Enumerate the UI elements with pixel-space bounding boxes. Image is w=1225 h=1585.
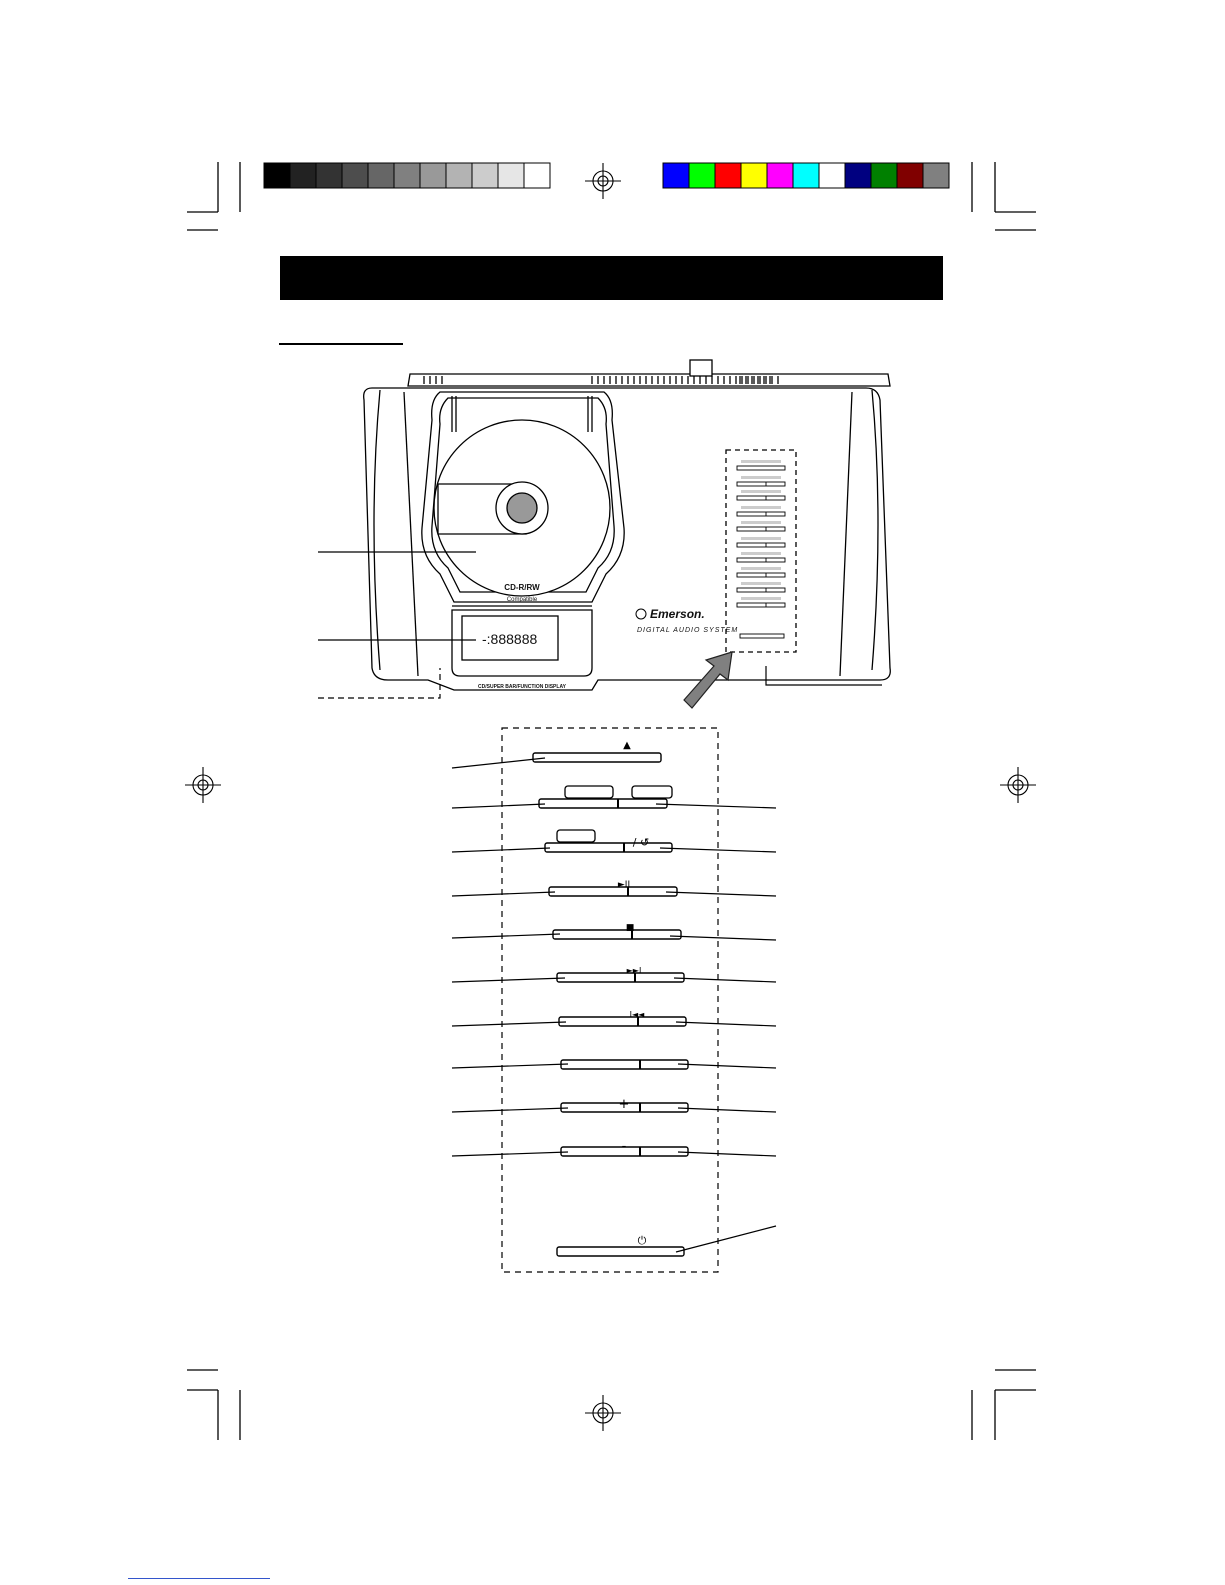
mini-button xyxy=(737,558,785,562)
color-swatch xyxy=(767,163,793,188)
gray-swatch xyxy=(472,163,498,188)
panel-callouts xyxy=(452,758,776,1252)
display-caption: CD/SUPER BAR/FUNCTION DISPLAY xyxy=(478,684,566,690)
callout-line xyxy=(452,1064,568,1068)
color-swatch xyxy=(845,163,871,188)
label-box xyxy=(632,786,672,798)
callout-line xyxy=(660,848,776,852)
play-pause-button[interactable] xyxy=(549,887,677,896)
mini-button xyxy=(737,573,785,577)
gray-swatch xyxy=(342,163,368,188)
eject-icon: ▲ xyxy=(623,740,631,751)
play-pause-icon: ►II xyxy=(617,880,631,890)
callout-line xyxy=(452,804,545,808)
mini-label xyxy=(741,552,781,555)
callout-line xyxy=(452,1152,568,1156)
power-button[interactable] xyxy=(557,1247,684,1256)
color-swatch xyxy=(871,163,897,188)
skip-forward-button[interactable] xyxy=(557,973,684,982)
callout-line xyxy=(674,978,776,982)
mode-button[interactable] xyxy=(539,799,667,808)
callout-line xyxy=(678,1152,776,1156)
panel-buttons xyxy=(533,753,688,1256)
callout-line xyxy=(452,934,560,938)
minus-icon: - xyxy=(621,1139,627,1154)
function-button[interactable] xyxy=(561,1060,688,1069)
mini-button xyxy=(737,496,785,500)
stop-button[interactable] xyxy=(553,930,681,939)
system-name: DIGITAL AUDIO SYSTEM xyxy=(637,627,739,634)
lcd-digits: -:888888 xyxy=(482,631,538,647)
mini-power-button xyxy=(740,634,784,638)
gray-swatch-bar xyxy=(264,163,550,188)
color-swatch xyxy=(923,163,949,188)
stop-icon: ■ xyxy=(625,923,635,933)
registration-target-icon xyxy=(1000,767,1036,803)
gray-swatch xyxy=(498,163,524,188)
label-box xyxy=(565,786,613,798)
panel-symbols xyxy=(618,740,649,1247)
color-swatch xyxy=(819,163,845,188)
registration-target-icon xyxy=(185,767,221,803)
mini-label xyxy=(741,567,781,570)
gray-swatch xyxy=(290,163,316,188)
callout-line xyxy=(678,1064,776,1068)
skip-forward-icon: ►►I xyxy=(626,966,642,975)
mini-label xyxy=(741,521,781,524)
callout-line xyxy=(676,1022,776,1026)
callout-line xyxy=(452,758,545,768)
power-icon: ⏻ xyxy=(637,1234,647,1247)
mini-button xyxy=(737,482,785,486)
registration-target-icon xyxy=(585,1395,621,1431)
gray-swatch xyxy=(446,163,472,188)
callout-line xyxy=(452,978,565,982)
callout-line xyxy=(676,1226,776,1252)
skip-back-icon: I◄◄ xyxy=(629,1010,645,1019)
color-swatch xyxy=(689,163,715,188)
mini-label xyxy=(741,506,781,509)
mini-label xyxy=(741,460,781,463)
color-swatch xyxy=(715,163,741,188)
gray-swatch xyxy=(420,163,446,188)
control-panel-detail xyxy=(502,728,718,1272)
mini-button xyxy=(737,588,785,592)
color-swatch xyxy=(793,163,819,188)
gray-swatch xyxy=(368,163,394,188)
mini-button xyxy=(737,603,785,607)
callout-line xyxy=(666,892,776,896)
plus-icon: + xyxy=(618,1097,630,1112)
callout-line xyxy=(452,892,555,896)
callout-line xyxy=(452,1108,568,1112)
color-swatch xyxy=(741,163,767,188)
color-swatch xyxy=(663,163,689,188)
gray-swatch xyxy=(394,163,420,188)
eject-button[interactable] xyxy=(533,753,661,762)
registration-target-icon xyxy=(585,163,621,199)
mini-label xyxy=(741,597,781,600)
gray-swatch xyxy=(316,163,342,188)
mini-button xyxy=(737,466,785,470)
program-button[interactable] xyxy=(545,843,672,852)
gray-swatch xyxy=(264,163,290,188)
mini-button xyxy=(737,512,785,516)
mini-button xyxy=(737,543,785,547)
brand-name: Emerson. xyxy=(650,607,705,621)
callout-line xyxy=(678,1108,776,1112)
callout-line xyxy=(452,1022,566,1026)
skip-back-button[interactable] xyxy=(559,1017,686,1026)
mini-label xyxy=(741,476,781,479)
callout-line xyxy=(670,936,776,940)
cd-compat-label: CD-R/RW xyxy=(504,583,540,592)
cd-logo-text: Compatible xyxy=(506,597,538,603)
repeat-icon: / ↺ xyxy=(632,836,650,849)
color-swatch-bar xyxy=(663,163,949,188)
gray-swatch xyxy=(524,163,550,188)
mini-label xyxy=(741,582,781,585)
callout-line xyxy=(656,804,776,808)
mini-label xyxy=(741,490,781,493)
color-swatch xyxy=(897,163,923,188)
mini-button xyxy=(737,527,785,531)
mini-label xyxy=(741,537,781,540)
callout-line xyxy=(452,848,550,852)
label-box xyxy=(557,830,595,842)
